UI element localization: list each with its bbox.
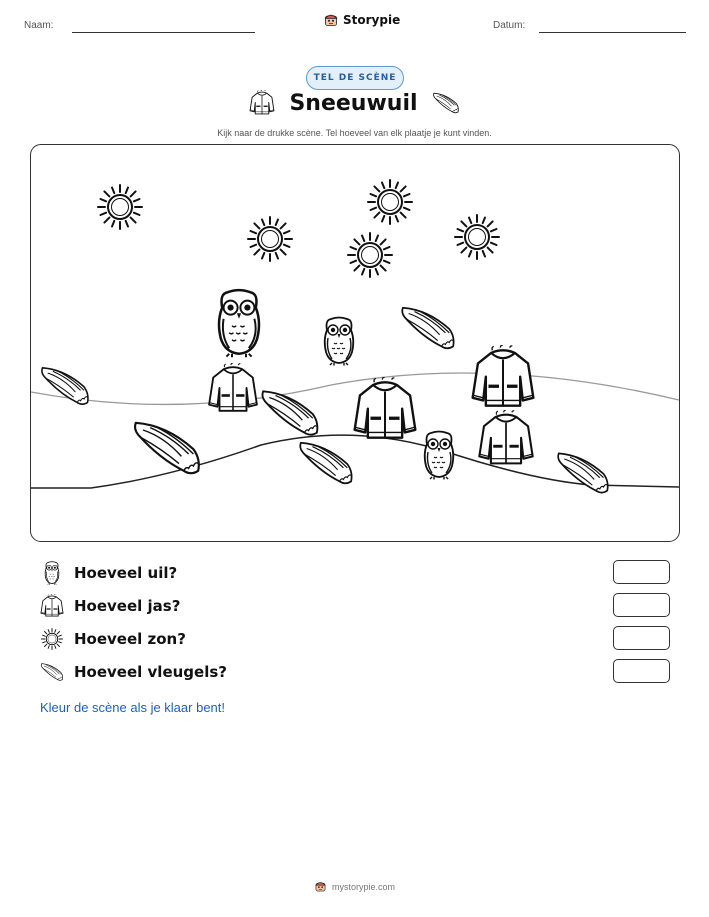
answer-box-sun[interactable] [613, 626, 670, 650]
site-footer [0, 880, 709, 893]
question-label: Hoeveel uil? [74, 564, 178, 582]
sun-icon [348, 233, 392, 277]
question-label: Hoeveel zon? [74, 630, 186, 648]
wing-icon [558, 453, 608, 492]
jacket-icon [249, 90, 275, 116]
sun-icon [40, 627, 64, 651]
storypie-mascot-icon [323, 12, 339, 28]
owl-icon [325, 318, 354, 366]
name-field[interactable] [72, 32, 255, 33]
owl-icon [40, 561, 64, 585]
question-row-wing [40, 659, 670, 685]
wing-icon [40, 660, 64, 684]
question-label: Hoeveel vleugels? [74, 663, 227, 681]
activity-badge: TEL DE SCÈNE [306, 66, 404, 90]
jacket-icon [479, 410, 532, 463]
wing-icon [402, 308, 453, 349]
answer-box-owl[interactable] [613, 560, 670, 584]
answer-box-jacket[interactable] [613, 593, 670, 617]
sun-icon [248, 217, 292, 261]
wing-icon [135, 423, 199, 473]
coloring-note: Kleur de scène als je klaar bent! [40, 700, 225, 715]
sun-icon [98, 185, 142, 229]
jacket-icon [209, 363, 257, 411]
jacket-icon [355, 377, 416, 438]
wing-icon [42, 368, 88, 404]
counting-scene [30, 144, 680, 542]
jacket-icon [473, 345, 534, 406]
name-label: Naam: [24, 20, 54, 31]
date-field[interactable] [539, 32, 686, 33]
wing-icon [432, 90, 460, 116]
sun-icon [368, 180, 412, 224]
wing-icon [300, 443, 351, 484]
question-row-jacket [40, 593, 670, 619]
question-row-owl [40, 560, 670, 586]
brand-logo [323, 12, 400, 28]
date-label: Datum: [493, 20, 526, 31]
owl-icon [219, 290, 259, 357]
wing-icon [262, 391, 317, 434]
brand-name: Storypie [343, 13, 401, 27]
question-label: Hoeveel jas? [74, 597, 181, 615]
sun-icon [455, 215, 499, 259]
title-row [0, 90, 709, 116]
question-row-sun [40, 626, 670, 652]
storypie-mascot-icon [314, 880, 327, 893]
scene-drawing [31, 145, 679, 541]
answer-box-wing[interactable] [613, 659, 670, 683]
page-title: Sneeuwuil [289, 90, 418, 116]
instructions: Kijk naar de drukke scène. Tel hoeveel van elk plaatje je kunt vinden. [217, 128, 492, 138]
owl-icon [425, 432, 454, 480]
jacket-icon [40, 594, 64, 618]
site-url[interactable]: mystorypie.com [331, 881, 395, 892]
